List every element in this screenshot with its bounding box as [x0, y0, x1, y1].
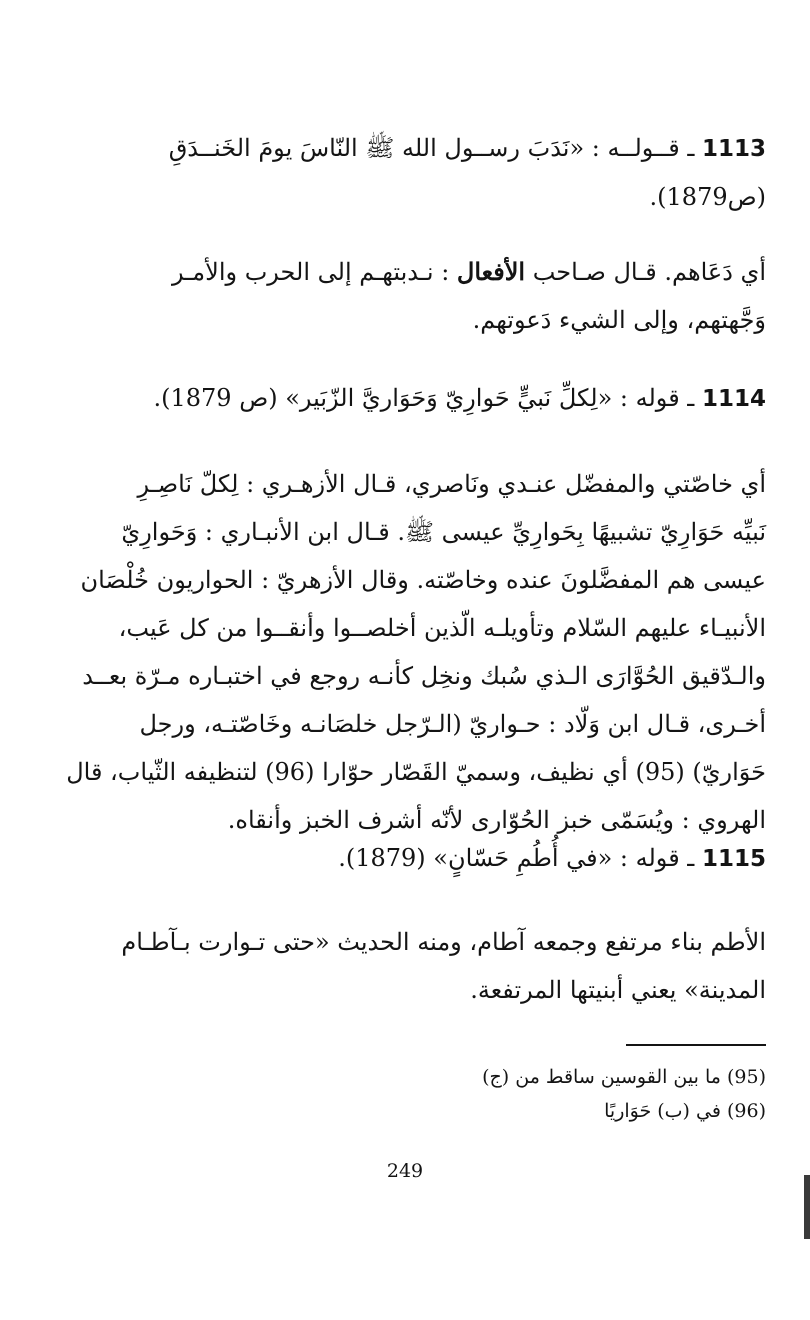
bold-term: الأفعال [456, 257, 526, 286]
paragraph-line: الأطم بناء مرتفع وجمعه آطام، ومنه الحديث «حتى تـوارت بـآطـام [121, 928, 766, 956]
explanation-1113-line-2: وَجَّهتهم، وإلى الشيء دَعوتهم. [472, 306, 766, 334]
entry-number: 1114 [701, 386, 766, 412]
paragraph-line: الأنبيـاء عليهم السّلام وتأويلـه الّذين أخلصــوا وأنقــوا من كل عَيب، [118, 614, 766, 642]
entry-number: 1115 [701, 846, 766, 872]
entry-1114 [118, 374, 766, 423]
page-number: 249 [386, 1160, 424, 1182]
paragraph-line: أي خاصّتي والمفضّل عنـدي ونَاصري، قـال الأزهـري : لِكلّ نَاصِـرِ [137, 470, 766, 498]
paragraph-line: أخـرى، قـال ابن وَلّاد : حـواريّ (الـرّجل خلصَانـه وخَاصّتـه، ورجل [139, 710, 766, 738]
explanation-1114 [66, 460, 766, 844]
footnote-divider [626, 1044, 766, 1046]
entry-1115-line-1: 1115 ـ قوله : «في أُطُمِ حَسّانٍ» (1879). [338, 844, 766, 872]
entry-1114-line-1: 1114 ـ قوله : «لِكلِّ نَبيٍّ حَوارِيّ وَحَوَاريَّ الزّبَير» (ص 1879). [153, 384, 766, 412]
entry-1115 [118, 834, 766, 883]
footnote-95: (95) ما بين القوسين ساقط من (ج) [482, 1066, 766, 1088]
paragraph-line: نَبيِّه حَوَارِيّ تشبيهًا بِحَوارِيِّ عيسى ﷺ. قـال ابن الأنبـاري : وَحَوارِيّ [121, 518, 766, 546]
explanation-1113-line-1: أي دَعَاهم. قـال صـاحب الأفعال : نـدبتهـم إلى الحرب والأمـر [172, 257, 766, 286]
explanation-1115 [118, 918, 766, 1014]
entry-1113 [118, 124, 766, 221]
footnote-96: (96) في (ب) حَوَاريًا [604, 1100, 766, 1122]
footnotes [118, 1060, 766, 1128]
paragraph-line: المدينة» يعني أبنيتها المرتفعة. [470, 976, 766, 1004]
paragraph-line: والـدّقيق الحُوَّارَى الـذي سُبك ونخِل كأنـه روجع في اختبـاره مـرّة بعــد [82, 662, 766, 690]
entry-1113-line-2: (ص1879). [649, 183, 766, 211]
entry-1113-line-1: 1113 ـ قــولــه : «نَدَبَ رســول الله ﷺ النّاسَ يومَ الخَنــدَقِ [168, 134, 766, 162]
page-edge-shadow [804, 1175, 810, 1239]
paragraph-line: الهروي : ويُسَمّى خبز الحُوّارى لأنّه أشرف الخبز وأنقاه. [227, 806, 766, 834]
explanation-1113 [118, 248, 766, 344]
paragraph-line: حَوَاريّ) (95) أي نظيف، وسميّ القَصّار حوّارا (96) لتنظيفه الثّياب، قال [66, 758, 766, 786]
entry-number: 1113 [701, 136, 766, 162]
paragraph-line: عيسى هم المفضَّلونَ عنده وخاصّته. وقال الأزهريّ : الحواريون خُلْصَان [80, 566, 766, 594]
